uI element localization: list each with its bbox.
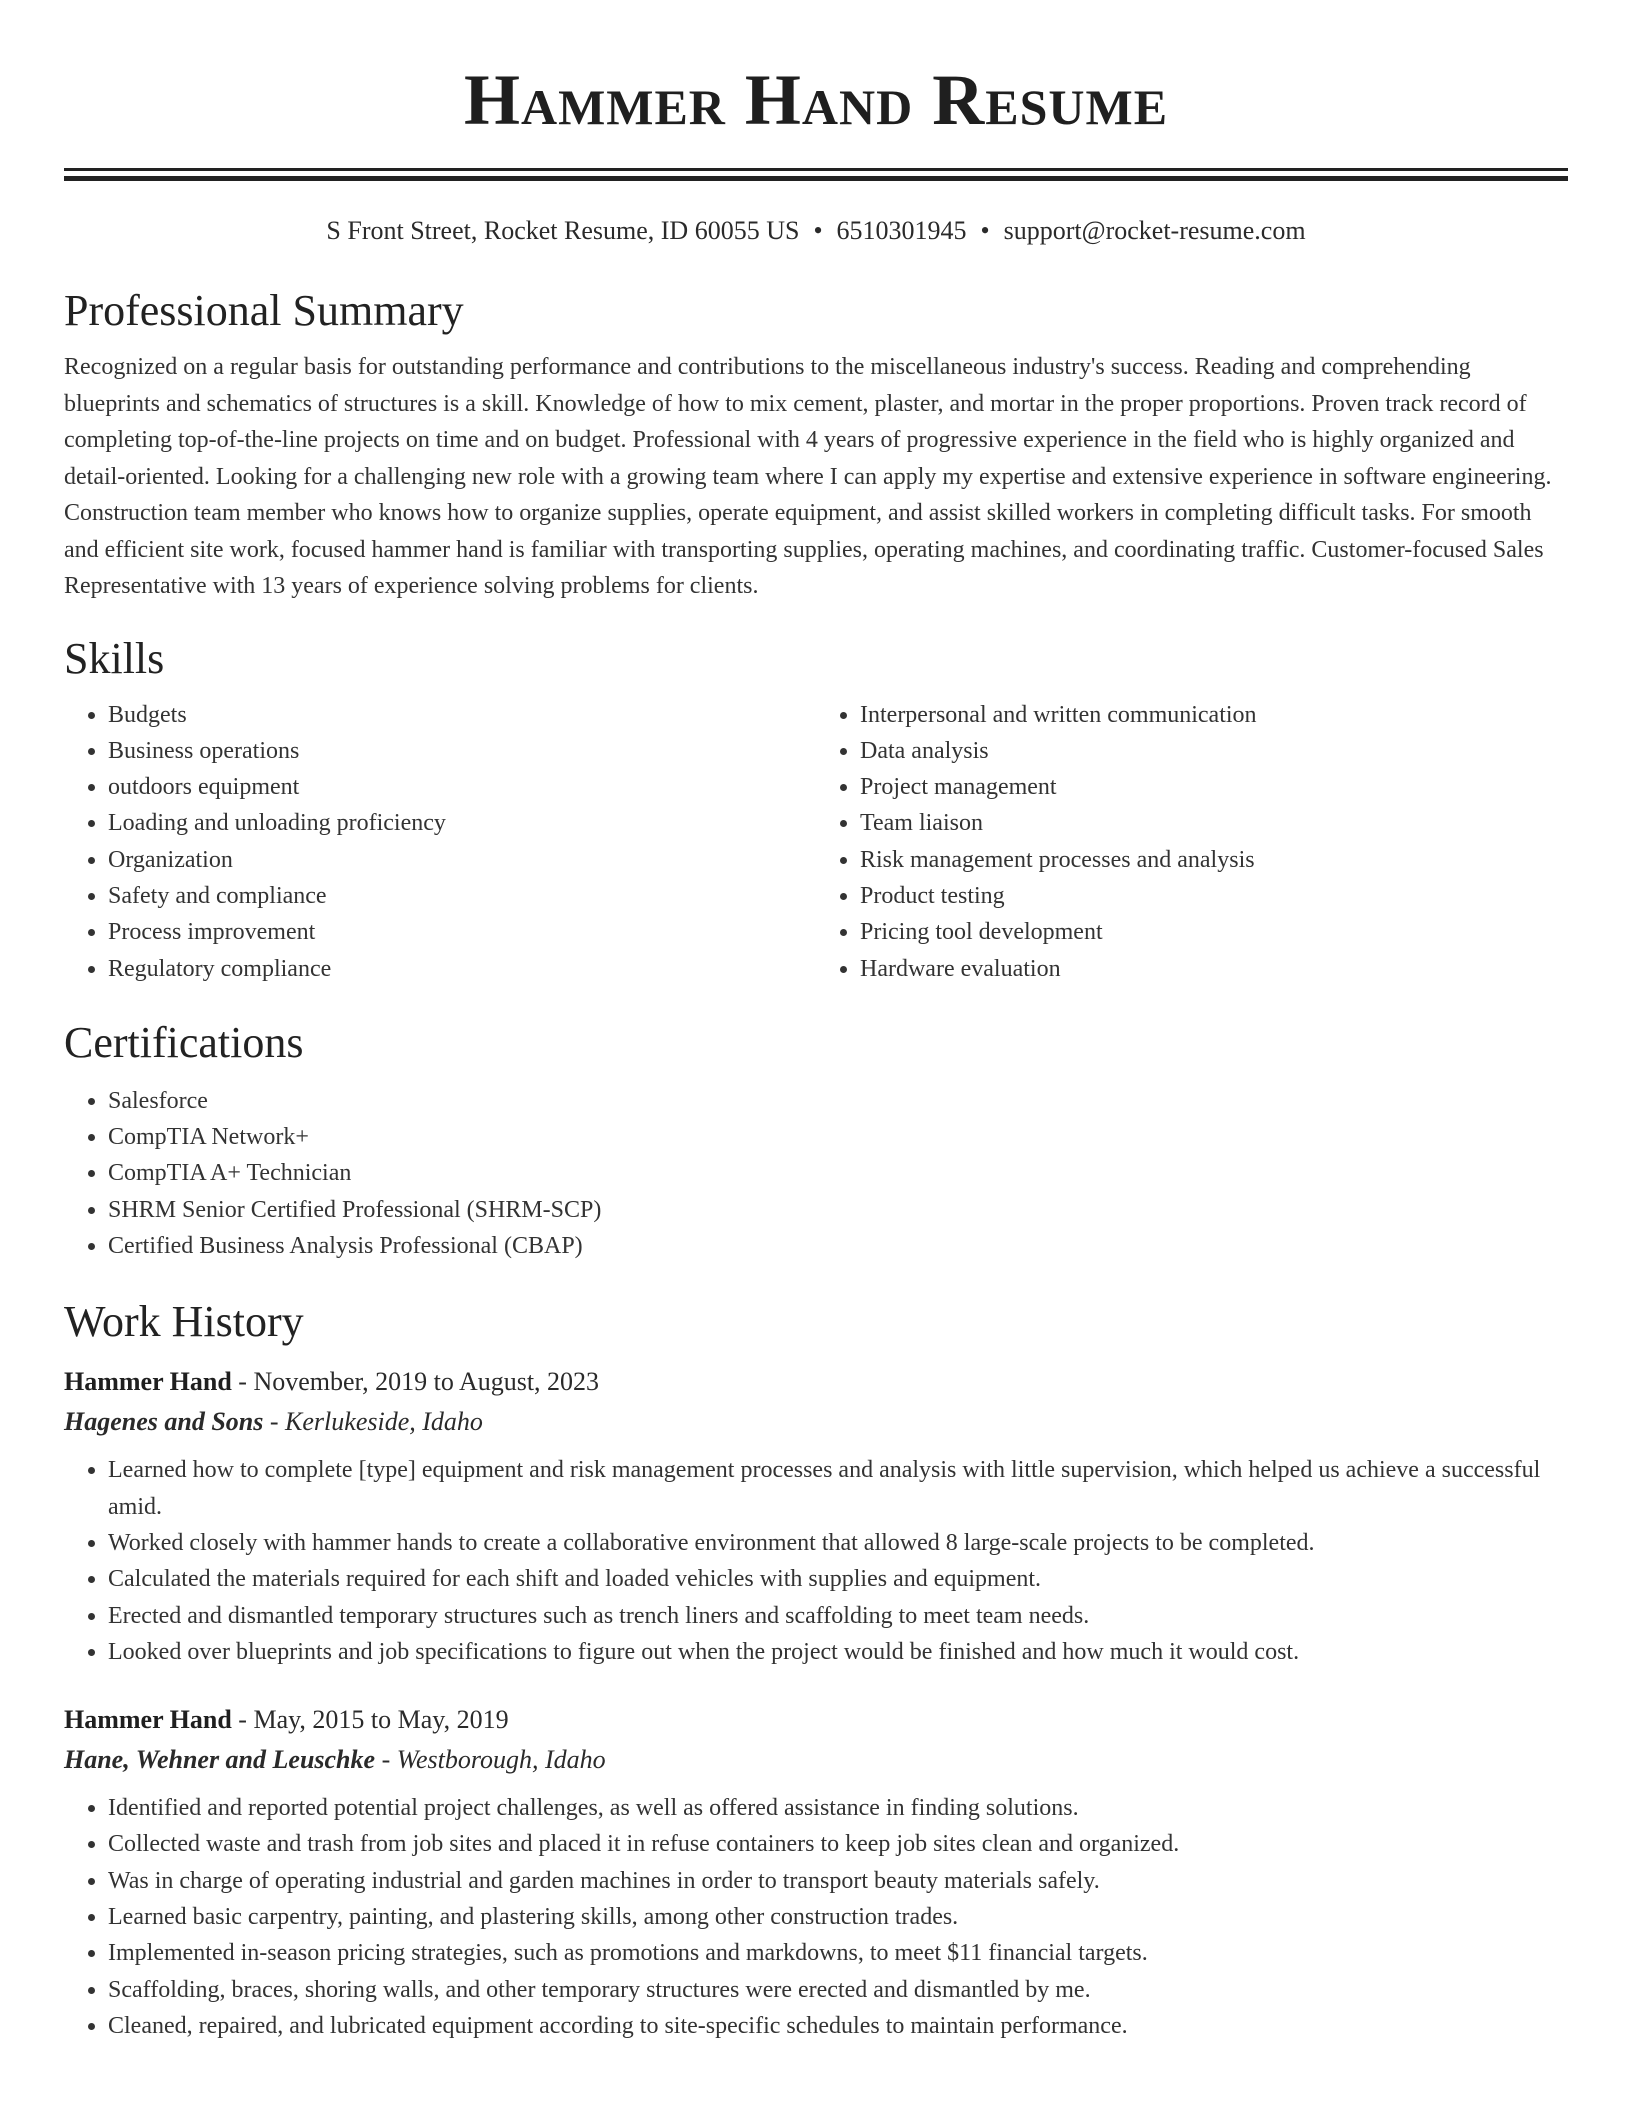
skills-section (64, 633, 1568, 987)
job-duty: • Was in charge of operating industrial and garden machines in order to transport beauty materials safely. (108, 1863, 1568, 1899)
contact-email: support@rocket-resume.com (1003, 216, 1306, 245)
skill-item: • Risk management processes and analysis (860, 842, 1568, 878)
summary-section (64, 285, 1568, 605)
certification-item: • Certified Business Analysis Professional (CBAP) (108, 1228, 1568, 1264)
skill-item: • Hardware evaluation (860, 951, 1568, 987)
resume-title: Hammer Hand Resume (463, 60, 1169, 140)
job-duty: • Scaffolding, braces, shoring walls, and other temporary structures were erected and dismantled by me. (108, 1972, 1568, 2008)
certification-item: • SHRM Senior Certified Professional (SHRM-SCP) (108, 1192, 1568, 1228)
skill-item: • Product testing (860, 878, 1568, 914)
skill-item: • Data analysis (860, 733, 1568, 769)
certification-item: • CompTIA A+ Technician (108, 1155, 1568, 1191)
certification-item: • CompTIA Network+ (108, 1119, 1568, 1155)
skills-list-left (64, 697, 816, 987)
skill-item: • Safety and compliance (108, 878, 816, 914)
job-dates: - November, 2019 to August, 2023 (231, 1367, 600, 1397)
job-entry (64, 1700, 1568, 2044)
job-duties-list (64, 1452, 1568, 1670)
skills-list-right (816, 697, 1568, 987)
job-dates: - May, 2015 to May, 2019 (231, 1705, 509, 1735)
contact-separator: • (813, 216, 823, 245)
job-company: Hane, Wehner and Leuschke (64, 1745, 376, 1775)
skill-item: • Regulatory compliance (108, 951, 816, 987)
certification-item: • Salesforce (108, 1083, 1568, 1119)
job-duty: • Learned how to complete [type] equipment and risk management processes and analysis with little supervision, which helped us achieve a successful amid. (108, 1452, 1568, 1525)
skill-item: • Budgets (108, 697, 816, 733)
job-duty: • Collected waste and trash from job sites and placed it in refuse containers to keep job sites clean and organized. (108, 1826, 1568, 1862)
job-company-line (64, 1740, 1568, 1780)
job-title: Hammer Hand (64, 1705, 232, 1735)
job-duty: • Worked closely with hammer hands to create a collaborative environment that allowed 8 large-scale projects to be completed. (108, 1525, 1568, 1561)
job-duty: • Looked over blueprints and job specifications to figure out when the project would be finished and how much it would cost. (108, 1634, 1568, 1670)
certifications-section (64, 1017, 1568, 1264)
contact-address: S Front Street, Rocket Resume, ID 60055 US (326, 216, 800, 245)
title-divider-thick (64, 176, 1568, 181)
work-history-section (64, 1296, 1568, 2044)
skill-item: • Project management (860, 769, 1568, 805)
title-divider-thin (64, 168, 1568, 171)
skills-columns (64, 697, 1568, 987)
skill-item: • Interpersonal and written communication (860, 697, 1568, 733)
contact-phone: 6510301945 (836, 216, 967, 245)
certifications-heading: Certifications (64, 1017, 304, 1067)
job-duty: • Identified and reported potential project challenges, as well as offered assistance in finding solutions. (108, 1790, 1568, 1826)
certifications-list (64, 1083, 1568, 1264)
work-history-heading: Work History (64, 1297, 304, 1347)
skill-item: • Loading and unloading proficiency (108, 805, 816, 841)
skill-item: • outdoors equipment (108, 769, 816, 805)
job-duty: • Learned basic carpentry, painting, and plastering skills, among other construction trades. (108, 1899, 1568, 1935)
job-title-line (64, 1700, 1568, 1740)
job-title-line (64, 1362, 1568, 1402)
skill-item: • Team liaison (860, 805, 1568, 841)
job-location: - Westborough, Idaho (375, 1745, 606, 1775)
skill-item: • Process improvement (108, 914, 816, 950)
job-duties-list (64, 1790, 1568, 2044)
contact-separator: • (980, 216, 990, 245)
job-duty: • Cleaned, repaired, and lubricated equipment according to site-specific schedules to maintain performance. (108, 2008, 1568, 2044)
job-duty: • Erected and dismantled temporary structures such as trench liners and scaffolding to meet team needs. (108, 1598, 1568, 1634)
job-company: Hagenes and Sons (64, 1407, 264, 1437)
skills-heading: Skills (64, 633, 165, 683)
job-entry (64, 1362, 1568, 1670)
skill-item: • Business operations (108, 733, 816, 769)
contact-line (64, 215, 1568, 247)
summary-heading: Professional Summary (64, 286, 464, 335)
skill-item: • Pricing tool development (860, 914, 1568, 950)
job-location: - Kerlukeside, Idaho (263, 1407, 483, 1437)
job-company-line (64, 1402, 1568, 1442)
skill-item: • Organization (108, 842, 816, 878)
job-title: Hammer Hand (64, 1367, 232, 1397)
summary-text: Recognized on a regular basis for outstanding performance and contributions to the miscellaneous industry's success. Reading and comprehending blueprints and schematics of structures is a skill. Knowledge of how to mix cement, plaster, and mortar in the proper proportions. Proven track record of completing top-of-the-line projects on time and on budget. Professional with 4 years of progressive experience in the field who is highly organized and detail-oriented. Looking for a challenging new role with a growing team where I can apply my expertise and extensive experience in software engineering. Construction team member who knows how to organize supplies, operate equipment, and assist skilled workers in completing difficult tasks. For smooth and efficient site work, focused hammer hand is familiar with transporting supplies, operating machines, and coordinating traffic. Customer-focused Sales Representative with 13 years of experience solving problems for clients. (64, 354, 1552, 599)
job-duty: • Calculated the materials required for each shift and loaded vehicles with supplies and equipment. (108, 1561, 1568, 1597)
job-duty: • Implemented in-season pricing strategies, such as promotions and markdowns, to meet $11 financial targets. (108, 1935, 1568, 1971)
